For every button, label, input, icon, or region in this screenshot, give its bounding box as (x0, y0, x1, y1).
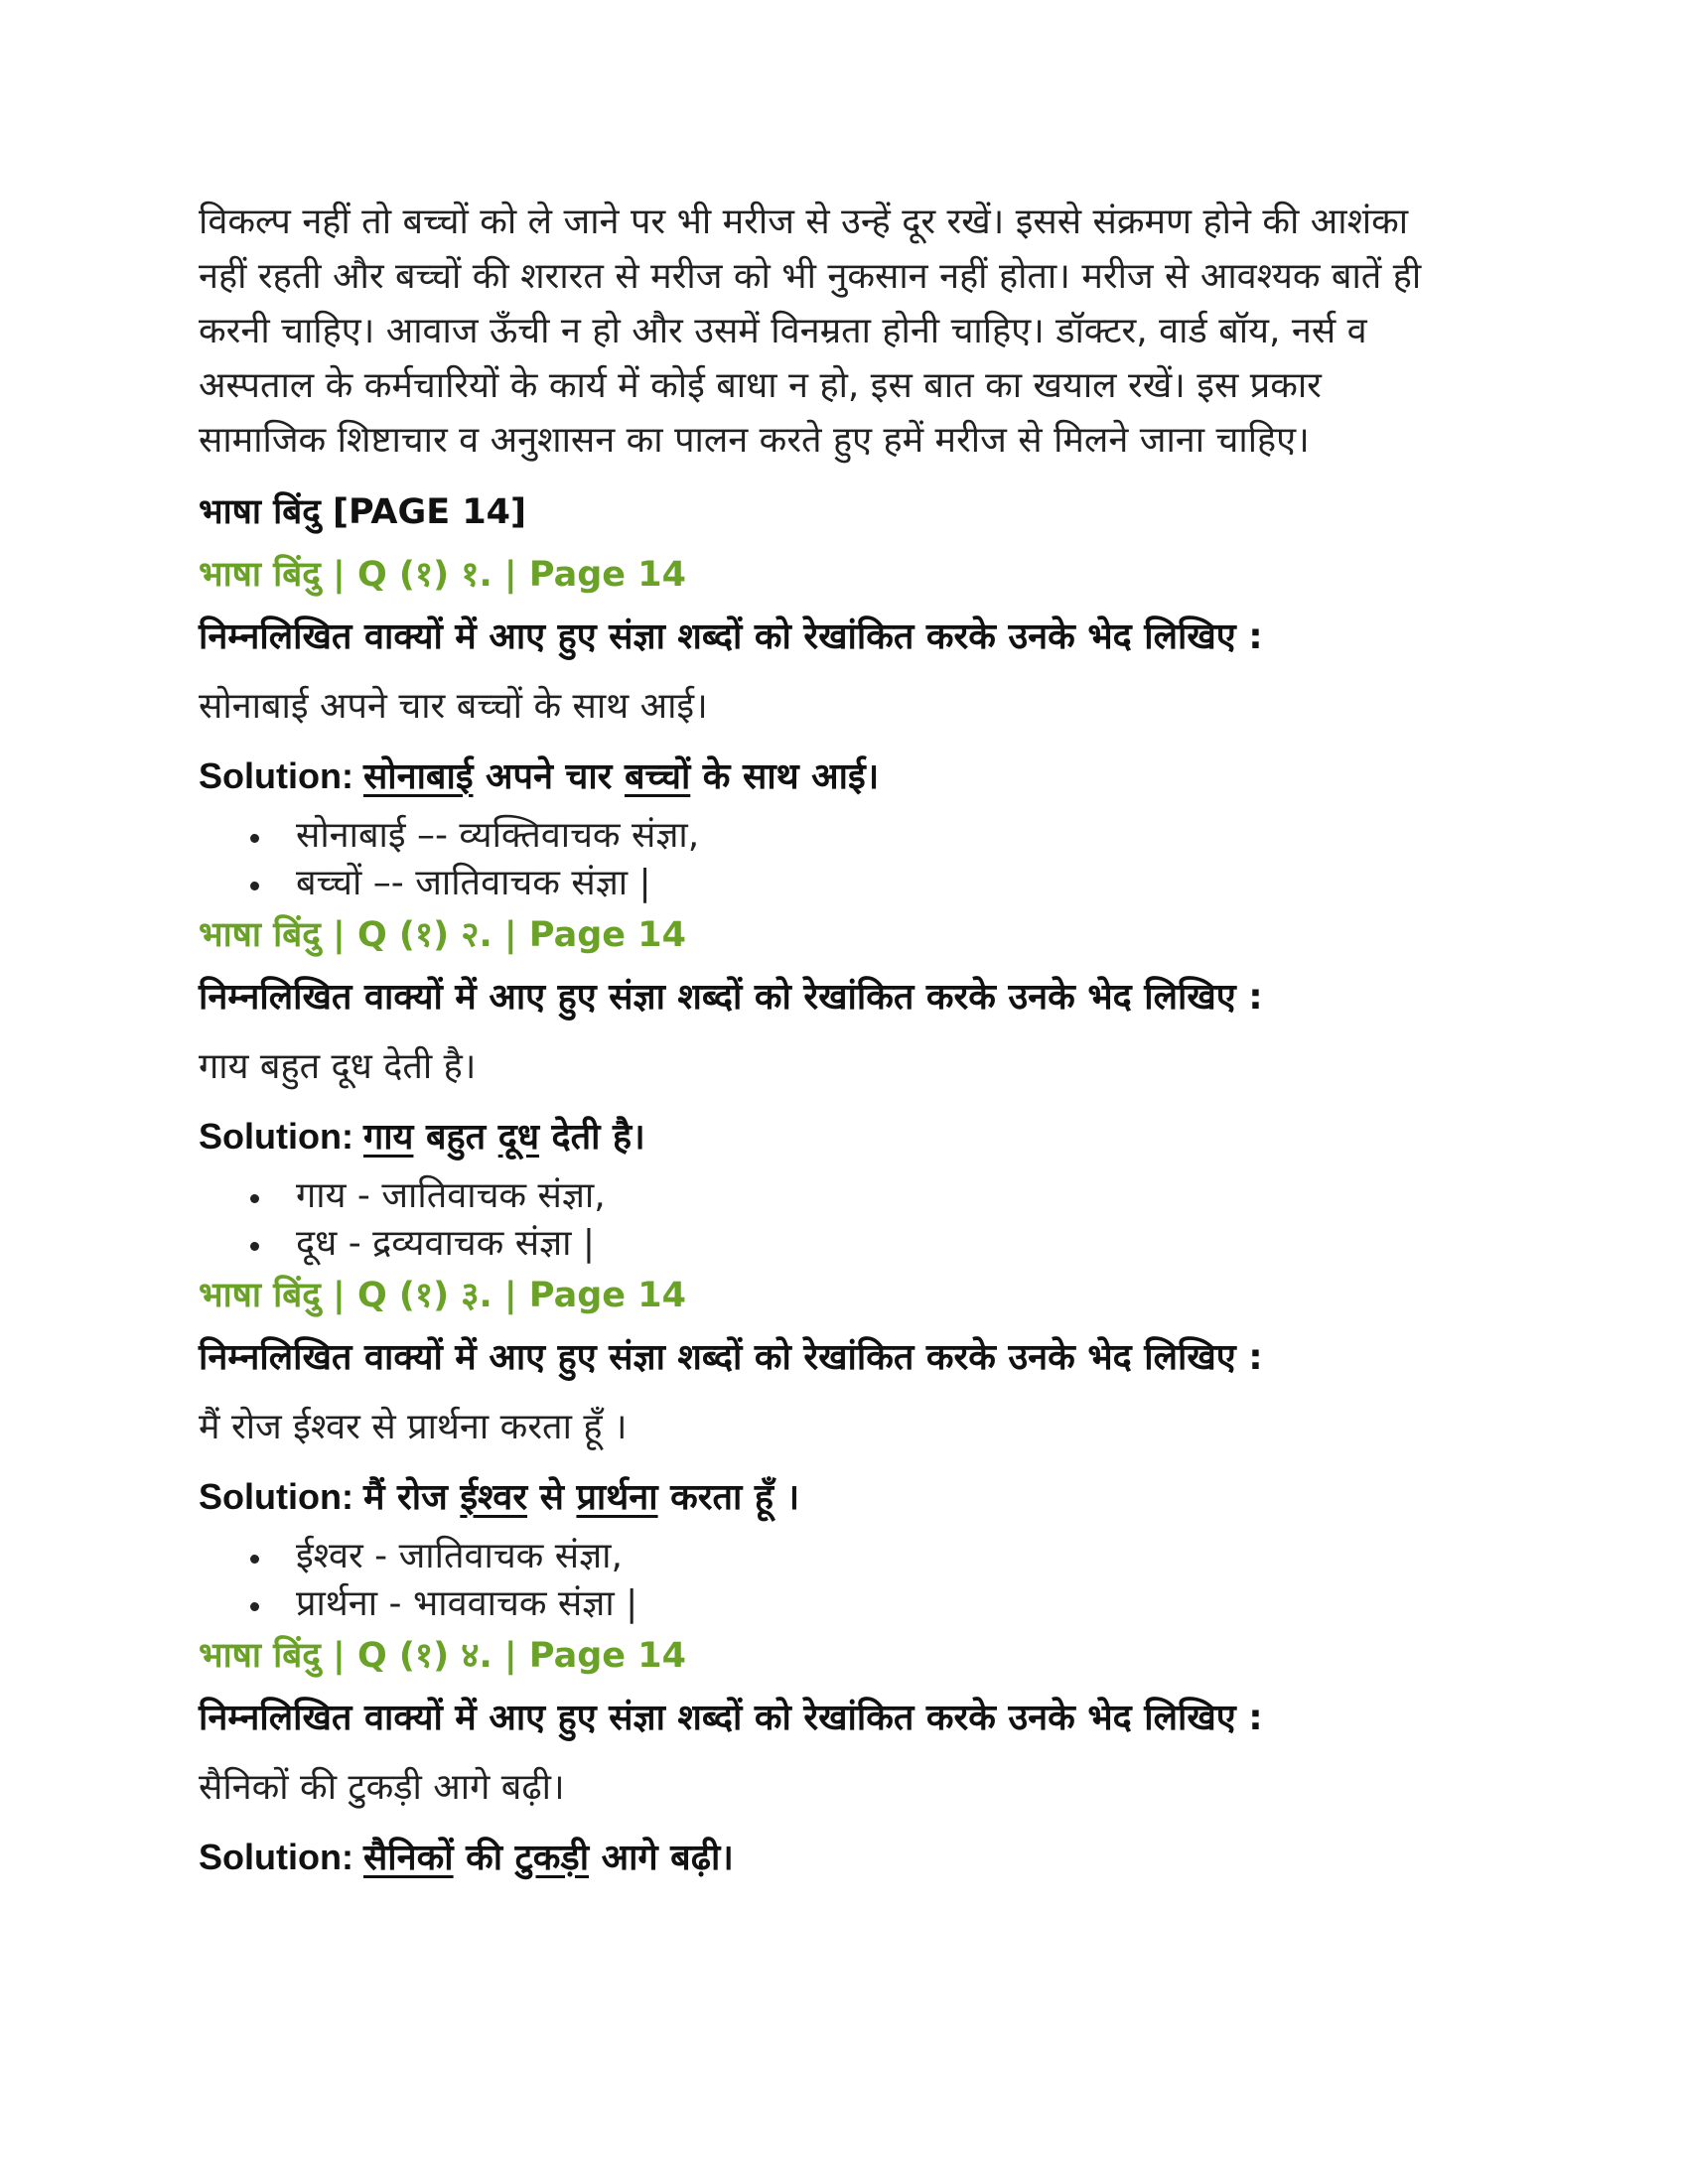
solution-label: Solution: (199, 1837, 363, 1877)
section-heading: भाषा बिंदु [PAGE 14] (199, 492, 527, 532)
solution-text: देती है। (538, 1117, 645, 1158)
question-title: भाषा बिंदु | Q (१) ४. | Page 14 (199, 1636, 686, 1676)
solution-line (199, 1462, 1509, 1533)
intro-line: विकल्प नहीं तो बच्चों को ले जाने पर भी मरीज से उन्हें दूर रखें। इससे संक्रमण होने की आशंका (199, 202, 1409, 242)
question-sentence: मैं रोज ईश्वर से प्रार्थना करता हूँ । (199, 1407, 628, 1447)
intro-line: अस्पताल के कर्मचारियों के कार्य में कोई बाधा न हो, इस बात का खयाल रखें। इस प्रकार (199, 365, 1322, 406)
question-title: भाषा बिंदु | Q (१) ३. | Page 14 (199, 1276, 686, 1315)
solution-text: की (453, 1838, 515, 1878)
answer-item: गाय - जातिवाचक संज्ञा, (296, 1172, 1509, 1220)
question-prompt: निम्नलिखित वाक्यों में आए हुए संज्ञा शब्दों को रेखांकित करके उनके भेद लिखिए : (199, 1698, 1263, 1738)
solution-label: Solution: (199, 1476, 363, 1517)
question-sentence: सैनिकों की टुकड़ी आगे बढ़ी। (199, 1767, 565, 1808)
answer-item: ईश्वर - जातिवाचक संज्ञा, (296, 1533, 1509, 1580)
document-page (199, 195, 1509, 1893)
intro-line: नहीं रहती और बच्चों की शरारत से मरीज को भी नुकसान नहीं होता। मरीज से आवश्यक बातें ही (199, 256, 1422, 297)
question-prompt: निम्नलिखित वाक्यों में आए हुए संज्ञा शब्दों को रेखांकित करके उनके भेद लिखिए : (199, 977, 1263, 1018)
solution-text: अपने चार (473, 756, 625, 797)
question-prompt: निम्नलिखित वाक्यों में आए हुए संज्ञा शब्दों को रेखांकित करके उनके भेद लिखिए : (199, 1337, 1263, 1378)
intro-line: करनी चाहिए। आवाज ऊँची न हो और उसमें विनम्रता होनी चाहिए। डॉक्टर, वार्ड बॉय, नर्स व (199, 311, 1367, 351)
intro-line: सामाजिक शिष्टाचार व अनुशासन का पालन करते हुए हमें मरीज से मिलने जाना चाहिए। (199, 420, 1310, 461)
question-title: भाषा बिंदु | Q (१) १. | Page 14 (199, 555, 686, 595)
underlined-noun: दूध (497, 1117, 539, 1158)
solution-text: करता हूँ । (657, 1477, 800, 1518)
question-title: भाषा बिंदु | Q (१) २. | Page 14 (199, 915, 686, 955)
solution-text: से (527, 1477, 577, 1518)
question-block (199, 1268, 1509, 1628)
question-block (199, 547, 1509, 907)
underlined-noun: बच्चों (624, 756, 691, 797)
underlined-noun: सोनाबाई (362, 756, 474, 797)
question-sentence: गाय बहुत दूध देती है। (199, 1046, 477, 1087)
question-block (199, 1628, 1509, 1893)
underlined-noun: गाय (362, 1117, 414, 1158)
solution-text: बहुत (413, 1117, 498, 1158)
solution-label: Solution: (199, 1116, 363, 1157)
underlined-noun: प्रार्थना (576, 1477, 658, 1518)
answer-item: सोनाबाई –- व्यक्तिवाचक संज्ञा, (296, 812, 1509, 860)
question-sentence: सोनाबाई अपने चार बच्चों के साथ आई। (199, 686, 708, 727)
question-prompt: निम्नलिखित वाक्यों में आए हुए संज्ञा शब्दों को रेखांकित करके उनके भेद लिखिए : (199, 616, 1263, 657)
answer-item: बच्चों –- जातिवाचक संज्ञा | (296, 860, 1509, 907)
answer-list (199, 812, 1509, 907)
underlined-noun: टुकड़ी (514, 1838, 590, 1878)
answer-list (199, 1533, 1509, 1628)
solution-text: के साथ आई। (690, 756, 880, 797)
solution-text: आगे बढ़ी। (589, 1838, 734, 1878)
answer-list (199, 1172, 1509, 1268)
answer-item: दूध - द्रव्यवाचक संज्ञा | (296, 1220, 1509, 1268)
solution-label: Solution: (199, 755, 363, 796)
underlined-noun: सैनिकों (362, 1838, 454, 1878)
underlined-noun: ईश्वर (460, 1477, 528, 1518)
intro-paragraph (199, 195, 1509, 468)
question-block (199, 907, 1509, 1268)
solution-line (199, 742, 1509, 812)
answer-item: प्रार्थना - भाववाचक संज्ञा | (296, 1580, 1509, 1628)
solution-line (199, 1102, 1509, 1172)
solution-line (199, 1823, 1509, 1893)
solution-text: मैं रोज (362, 1477, 461, 1518)
